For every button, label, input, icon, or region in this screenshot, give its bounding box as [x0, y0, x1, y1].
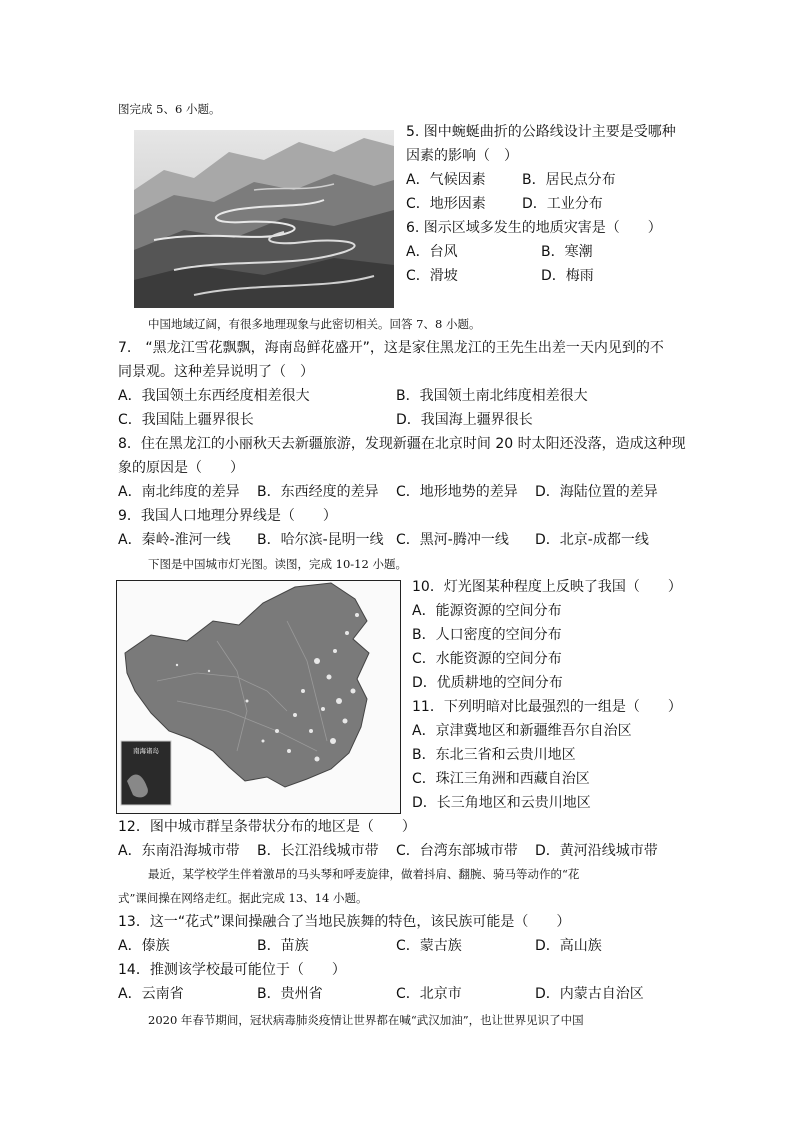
q7-option-a[interactable]: A．我国领土东西经度相差很大 [118, 388, 310, 404]
q13-option-b[interactable]: B．苗族 [257, 938, 309, 954]
q5-option-d[interactable]: D．工业分布 [522, 196, 603, 212]
q8-option-a[interactable]: A．南北纬度的差异 [118, 484, 240, 500]
q7-stem-line1: 7. “黑龙江雪花飘飘，海南岛鲜花盛开”，这是家住黑龙江的王先生出差一天内见到的不 [118, 340, 664, 356]
q7-option-d[interactable]: D．我国海上疆界很长 [396, 412, 533, 428]
q9-option-a[interactable]: A．秦岭-淮河一线 [118, 532, 231, 548]
intro-q13-14-line2: 式”课间操在网络走红。据此完成 13、14 小题。 [118, 891, 368, 905]
q8-stem-line2: 象的原因是（ ） [118, 460, 244, 476]
intro-q13-14-line1: 最近，某学校学生伴着激昂的马头琴和呼麦旋律，做着抖肩、翻腕、骑马等动作的“花 [148, 867, 580, 881]
map-inset-label: 南海诸岛 [133, 747, 159, 755]
q6-option-d[interactable]: D．梅雨 [541, 268, 594, 284]
q5-option-a[interactable]: A．气候因素 [406, 172, 486, 188]
q11-option-c[interactable]: C．珠江三角洲和西藏自治区 [412, 771, 590, 787]
q14-option-c[interactable]: C．北京市 [396, 986, 462, 1002]
intro-q10-12: 下图是中国城市灯光图。读图，完成 10-12 小题。 [148, 557, 407, 571]
q9-option-d[interactable]: D．北京-成都一线 [535, 532, 649, 548]
q10-option-a[interactable]: A．能源资源的空间分布 [412, 603, 562, 619]
q12-option-d[interactable]: D．黄河沿线城市带 [535, 843, 658, 859]
q5-option-b[interactable]: B．居民点分布 [522, 172, 616, 188]
china-night-light-map [116, 580, 401, 814]
q13-option-c[interactable]: C．蒙古族 [396, 938, 462, 954]
q6-option-c[interactable]: C．滑坡 [406, 268, 458, 284]
q14-option-a[interactable]: A．云南省 [118, 986, 184, 1002]
q8-option-d[interactable]: D．海陆位置的差异 [535, 484, 658, 500]
q12-option-b[interactable]: B．长江沿线城市带 [257, 843, 379, 859]
q14-option-d[interactable]: D．内蒙古自治区 [535, 986, 644, 1002]
q6-option-b[interactable]: B．寒潮 [541, 244, 593, 260]
q9-option-b[interactable]: B．哈尔滨-昆明一线 [257, 532, 384, 548]
mountain-road-photo [134, 130, 394, 308]
q12-option-a[interactable]: A．东南沿海城市带 [118, 843, 240, 859]
intro-next-passage: 2020 年春节期间，冠状病毒肺炎疫情让世界都在喊“武汉加油”，也让世界见识了中国 [148, 1013, 584, 1027]
q9-option-c[interactable]: C．黑河-腾冲一线 [396, 532, 509, 548]
q5-stem-line1: 5. 图中蜿蜒曲折的公路线设计主要是受哪种 [406, 124, 676, 140]
q12-option-c[interactable]: C．台湾东部城市带 [396, 843, 518, 859]
q13-option-d[interactable]: D．高山族 [535, 938, 602, 954]
q11-option-b[interactable]: B．东北三省和云贵川地区 [412, 747, 576, 763]
q14-option-b[interactable]: B．贵州省 [257, 986, 323, 1002]
q11-option-a[interactable]: A．京津冀地区和新疆维吾尔自治区 [412, 723, 632, 739]
q10-option-b[interactable]: B．人口密度的空间分布 [412, 627, 562, 643]
q7-stem-line2: 同景观。这种差异说明了（ ） [118, 364, 314, 380]
q10-stem: 10．灯光图某种程度上反映了我国（ ） [412, 579, 682, 595]
q10-option-d[interactable]: D．优质耕地的空间分布 [412, 675, 563, 691]
q6-stem: 6. 图示区域多发生的地质灾害是（ ） [406, 220, 662, 236]
intro-q5-6: 图完成 5、6 小题。 [118, 102, 221, 116]
q8-stem-line1: 8．住在黑龙江的小丽秋天去新疆旅游，发现新疆在北京时间 20 时太阳还没落，造成这种现 [118, 436, 686, 452]
q8-option-b[interactable]: B．东西经度的差异 [257, 484, 379, 500]
q7-option-c[interactable]: C．我国陆上疆界很长 [118, 412, 254, 428]
q11-option-d[interactable]: D．长三角地区和云贵川地区 [412, 795, 591, 811]
q14-stem: 14．推测该学校最可能位于（ ） [118, 962, 346, 978]
q10-option-c[interactable]: C．水能资源的空间分布 [412, 651, 562, 667]
q9-stem: 9．我国人口地理分界线是（ ） [118, 508, 337, 524]
q5-stem-line2: 因素的影响（ ） [406, 148, 518, 164]
q7-option-b[interactable]: B．我国领土南北纬度相差很大 [396, 388, 588, 404]
intro-q7-8: 中国地域辽阔，有很多地理现象与此密切相关。回答 7、8 小题。 [148, 317, 481, 331]
q11-stem: 11．下列明暗对比最强烈的一组是（ ） [412, 699, 682, 715]
q6-option-a[interactable]: A．台风 [406, 244, 458, 260]
q13-stem: 13．这一“花式”课间操融合了当地民族舞的特色，该民族可能是（ ） [118, 914, 571, 930]
q13-option-a[interactable]: A．傣族 [118, 938, 170, 954]
q5-option-c[interactable]: C．地形因素 [406, 196, 486, 212]
q12-stem: 12．图中城市群呈条带状分布的地区是（ ） [118, 819, 416, 835]
q8-option-c[interactable]: C．地形地势的差异 [396, 484, 518, 500]
